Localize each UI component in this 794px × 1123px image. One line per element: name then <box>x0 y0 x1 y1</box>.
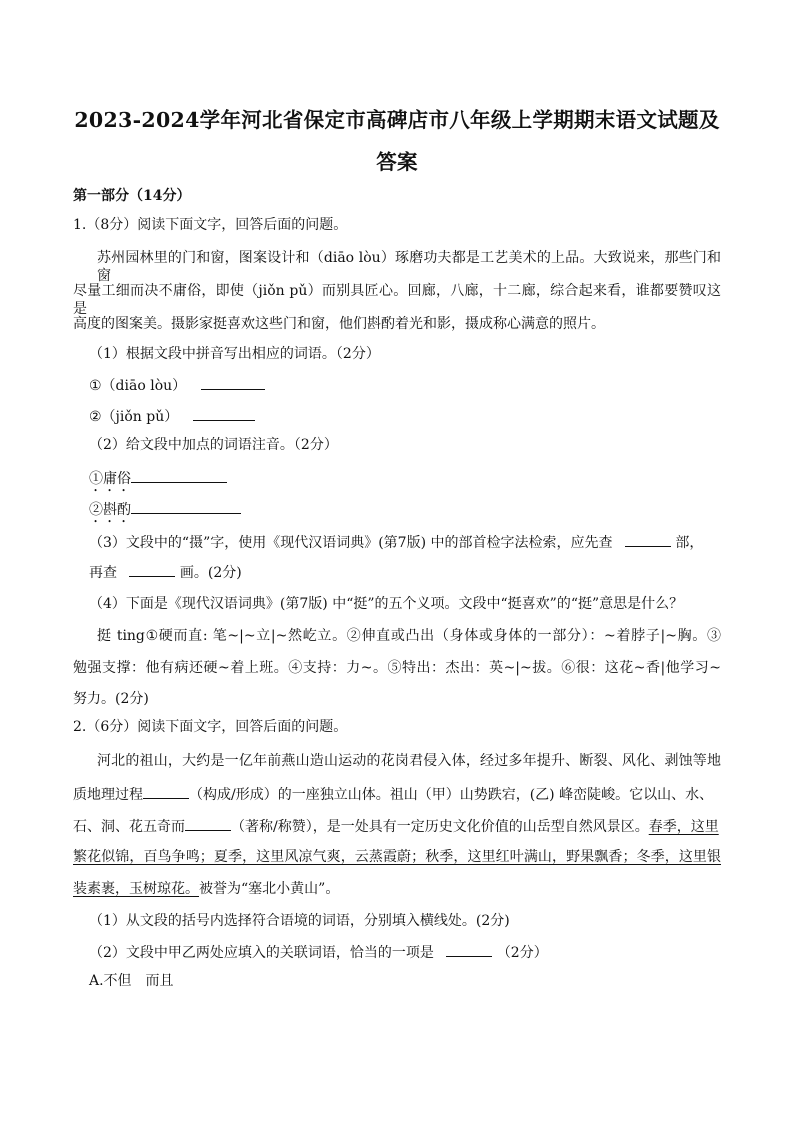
q2-sub2-text-b: （2分） <box>496 945 548 961</box>
q1-sub4-definition-line-2: 勉强支撑：他有病还硬~着上班。④支持：力~。⑤特出：杰出：英~|~拔。⑥很：这花~香|他学习~ <box>73 660 721 676</box>
q2-passage-underlined-5a: 装素裹，玉树琼花。 <box>73 881 199 897</box>
q1-sub3-text-b: 部， <box>675 535 704 551</box>
q1-sub3-line-2 <box>89 562 242 582</box>
q2-passage-line-5 <box>73 880 339 898</box>
q1-stem: 1.（8分）阅读下面文字，回答后面的问题。 <box>73 217 348 233</box>
q1-sub1-item-a <box>89 375 265 395</box>
q1-sub3-answer-blank-strokes[interactable] <box>129 562 175 577</box>
q1-sub2-item-a-label: ①庸俗 <box>89 471 131 487</box>
q2-sub2-answer-blank[interactable] <box>446 942 492 957</box>
q1-sub2-item-b-label: ②斟酌 <box>89 502 131 518</box>
q2-sub1-stem: （1）从文段的括号内选择符合语境的词语，分别填入横线处。(2分) <box>89 913 510 929</box>
q1-sub1-item-a-label: ①（diāo lòu） <box>89 378 187 394</box>
q2-sub2-stem <box>89 942 548 962</box>
q2-passage-line-3 <box>73 816 721 836</box>
q1-sub1-answer-blank-a[interactable] <box>201 375 265 390</box>
q1-passage-line-2: 尽量工细而决不庸俗，即使（jiǒn pǔ）而别具匠心。回廊，八廊，十二廊，综合起来看，谁都要赞叹这是 <box>73 283 721 317</box>
q1-sub1-item-b-label: ②（jiǒn pǔ） <box>89 409 179 425</box>
q2-passage-text-2b: （构成/形成）的一座独立山体。祖山（甲）山势跌宕，(乙) 峰峦陡峻。它以山、水、 <box>189 787 714 803</box>
q1-sub3-text-c: 再查 <box>89 565 117 581</box>
q1-sub2-stem: （2）给文段中加点的词语注音。（2分） <box>89 437 338 453</box>
part-1-heading: 第一部分（14分） <box>73 188 191 204</box>
q1-sub1-stem: （1）根据文段中拼音写出相应的词语。（2分） <box>89 346 380 362</box>
q1-sub2-item-a <box>89 468 227 495</box>
q2-passage-text-5b: 被誉为“塞北小黄山”。 <box>199 881 340 897</box>
q1-sub1-answer-blank-b[interactable] <box>193 406 255 421</box>
q2-passage-text-3a: 石、洞、花五奇而 <box>73 819 185 835</box>
document-title-line-1: 2023-2024学年河北省保定市高碑店市八年级上学期期末语文试题及 <box>74 108 720 132</box>
q1-passage-line-3: 高度的图案美。摄影家挺喜欢这些门和窗，他们斟酌着光和影，摄成称心满意的照片。 <box>73 316 605 332</box>
q1-sub3-answer-blank-radical[interactable] <box>625 532 671 547</box>
q1-sub2-answer-blank-a[interactable] <box>131 468 227 483</box>
q1-passage-line-1: 苏州园林里的门和窗，图案设计和（diāo lòu）琢磨功夫都是工艺美术的上品。大致说来，那些门和窗 <box>97 250 721 284</box>
q2-answer-blank-1[interactable] <box>143 784 189 799</box>
document-title-line-2: 答案 <box>376 150 418 174</box>
q1-sub3-text-a: （3）文段中的“摄”字，使用《现代汉语词典》(第7版) 中的部首检字法检索，应先查 <box>89 535 613 551</box>
q1-sub3-text-d: 画。(2分) <box>179 565 242 581</box>
q2-passage-text-3b: （著称/称赞），是一处具有一定历史文化价值的山岳型自然风景区。 <box>231 819 649 835</box>
q1-sub4-stem: （4）下面是《现代汉语词典》(第7版) 中“挺”的五个义项。文段中“挺喜欢”的“挺”意思是什么？ <box>89 596 684 612</box>
q2-passage-underlined-3c: 春季，这里 <box>648 819 719 835</box>
q1-sub3-line-1 <box>89 532 703 552</box>
q2-stem: 2.（6分）阅读下面文字，回答后面的问题。 <box>73 719 348 735</box>
q2-passage-text-2a: 质地理过程 <box>73 787 143 803</box>
q2-option-a: A.不但 而且 <box>89 973 174 989</box>
q1-sub1-item-b <box>89 406 255 426</box>
q2-passage-line-1: 河北的祖山，大约是一亿年前燕山造山运动的花岗君侵入体，经过多年提升、断裂、风化、剥蚀等地 <box>97 753 721 769</box>
q1-sub4-definition-line-1: 挺 ting①硬而直: 笔~|~立|~然屹立。②伸直或凸出（身体或身体的一部分）：~着脖子|~胸。③ <box>97 628 721 644</box>
q2-passage-line-4-underlined: 繁花似锦，百鸟争鸣；夏季，这里风凉气爽，云蒸霞蔚；秋季，这里红叶满山，野果飘香；冬季，这里银 <box>73 849 721 865</box>
q1-sub2-item-b <box>89 499 241 526</box>
q1-sub2-answer-blank-b[interactable] <box>131 499 241 514</box>
q2-answer-blank-2[interactable] <box>185 816 231 831</box>
q2-sub2-text-a: （2）文段中甲乙两处应填入的关联词语，恰当的一项是 <box>89 945 434 961</box>
q1-sub4-definition-line-3: 努力。(2分) <box>73 691 149 707</box>
q2-passage-line-2 <box>73 784 721 804</box>
